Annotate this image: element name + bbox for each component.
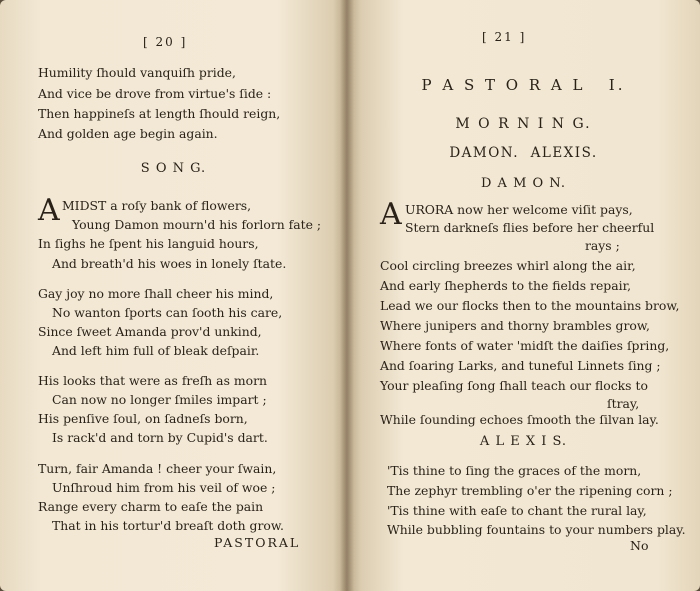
- verse-line: 'Tis thine to ſing the graces of the morn,: [387, 463, 642, 478]
- verse-line: Humility ſhould vanquiſh pride,: [38, 65, 236, 80]
- drop-cap: A: [380, 197, 402, 232]
- verse-line: rays ;: [585, 238, 620, 253]
- pastoral-subtitle: M O R N I N G.: [455, 116, 592, 132]
- verse-line: Where junipers and thorny brambles grow,: [380, 318, 650, 333]
- drop-cap: A: [38, 193, 60, 228]
- right-page: [347, 0, 700, 591]
- verse-line: And ſoaring Larks, and tuneful Linnets ſing ;: [380, 358, 661, 373]
- speaker-heading-alexis: A L E X I S.: [479, 434, 568, 449]
- speaker-heading-damon: D A M O N.: [481, 176, 566, 191]
- verse-line: And left him full of bleak deſpair.: [52, 343, 260, 358]
- verse-line: Cool circling breezes whirl along the air,: [380, 258, 636, 273]
- verse-line: MIDST a roſy bank of flowers,: [62, 198, 252, 213]
- verse-line: Where fonts of water 'midſt the daiſies ſpring,: [380, 338, 670, 353]
- verse-line: ſtray,: [607, 396, 640, 411]
- verse-line: While bubbling fountains to your numbers play.: [387, 522, 686, 537]
- verse-line: Is rack'd and torn by Cupid's dart.: [52, 430, 268, 445]
- verse-line: Then happineſs at length ſhould reign,: [38, 106, 281, 121]
- characters-heading: DAMON. ALEXIS.: [449, 145, 598, 161]
- verse-line: And golden age begin again.: [38, 126, 218, 141]
- verse-line: Your pleaſing ſong ſhall teach our flocks to: [380, 378, 648, 393]
- catchword-right: No: [630, 538, 649, 553]
- verse-line: Gay joy no more ſhall cheer his mind,: [38, 286, 274, 301]
- verse-line: While ſounding echoes ſmooth the ſilvan lay.: [380, 412, 659, 427]
- verse-line: Young Damon mourn'd his forlorn fate ;: [72, 217, 322, 232]
- verse-line: No wanton ſports can ſooth his care,: [52, 305, 283, 320]
- left-page: [0, 0, 347, 591]
- page-number-left: [ 20 ]: [143, 35, 188, 49]
- verse-line: Lead we our flocks then to the mountains brow,: [380, 298, 680, 313]
- page-number-right: [ 21 ]: [482, 30, 527, 44]
- pastoral-title: P A S T O R A L I.: [421, 76, 626, 94]
- verse-line: His penſive ſoul, on ſadneſs born,: [38, 411, 248, 426]
- verse-line: Range every charm to eaſe the pain: [38, 499, 264, 514]
- catchword-left: PASTORAL: [214, 535, 301, 550]
- verse-line: And early ſhepherds to the fields repair,: [380, 278, 632, 293]
- verse-line: Unſhroud him from his veil of woe ;: [52, 480, 276, 495]
- verse-line: Since ſweet Amanda prov'd unkind,: [38, 324, 262, 339]
- verse-line: The zephyr trembling o'er the ripening corn ;: [387, 483, 673, 498]
- verse-line: That in his tortur'd breaſt doth grow.: [52, 518, 284, 533]
- verse-line: Can now no longer ſmiles impart ;: [52, 392, 267, 407]
- verse-line: His looks that were as freſh as morn: [38, 373, 267, 388]
- verse-line: Turn, fair Amanda ! cheer your ſwain,: [38, 461, 277, 476]
- verse-line: URORA now her welcome viſit pays,: [405, 202, 633, 217]
- verse-line: And breath'd his woes in lonely ſtate.: [52, 256, 287, 271]
- song-title: S O N G.: [140, 161, 207, 176]
- verse-line: In ſighs he ſpent his languid hours,: [38, 236, 259, 251]
- book-gutter: [340, 0, 354, 591]
- verse-line: Stern darkneſs flies before her cheerful: [405, 220, 655, 235]
- verse-line: And vice be drove from virtue's ſide :: [38, 86, 272, 101]
- verse-line: 'Tis thine with eaſe to chant the rural lay,: [387, 503, 647, 518]
